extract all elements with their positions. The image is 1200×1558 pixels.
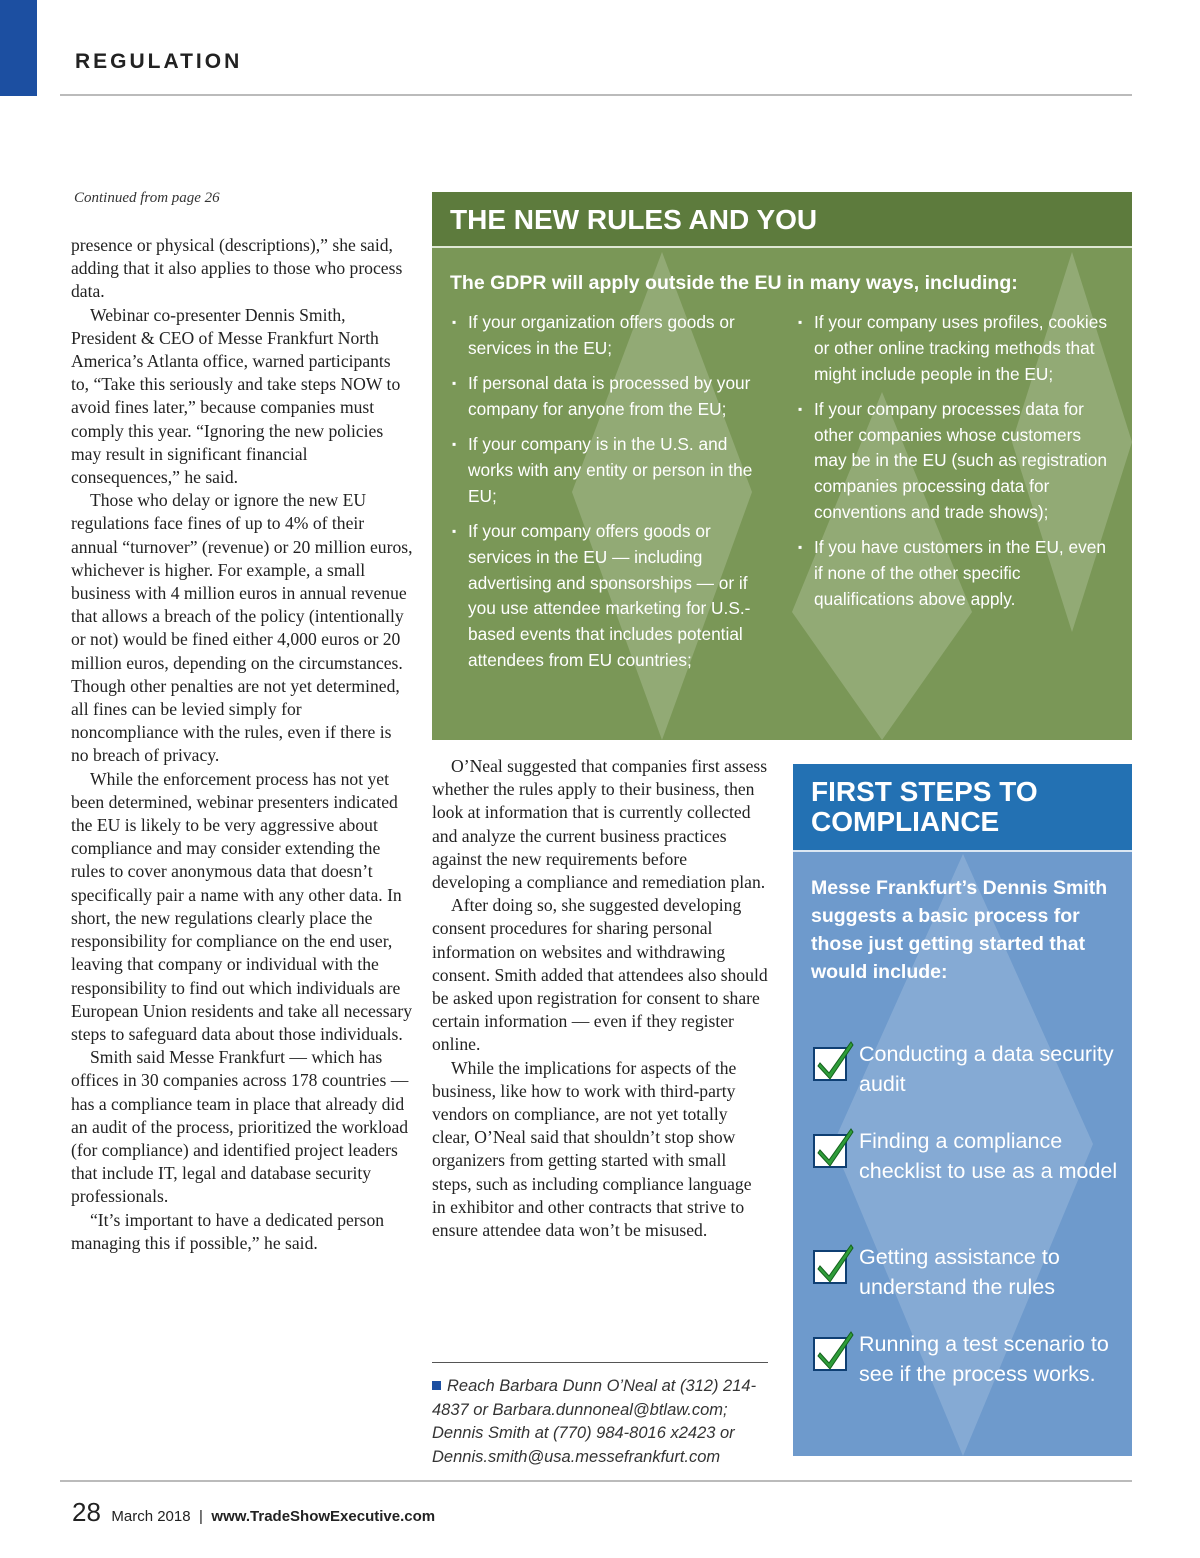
list-item: ▪ If your company processes data for other companies whose customers may be in the EU (such as registration companies processing data for conventions and trade shows); bbox=[798, 398, 1107, 523]
header-rule bbox=[60, 94, 1132, 96]
bullet-icon: ▪ bbox=[798, 315, 803, 329]
checkbox-check-icon bbox=[811, 1039, 857, 1085]
paragraph: Smith said Messe Frankfurt — which has offices in 30 companies across 178 countries — has a compliance team in place that already did an audit of the process, prioritized the workload (for compliance) and identified project leaders that include IT, legal and database security professionals. bbox=[71, 1047, 409, 1207]
new-rules-sidebar bbox=[432, 192, 1132, 740]
checkbox-check-icon bbox=[811, 1242, 857, 1288]
footer-separator: | bbox=[199, 1508, 203, 1525]
list-item: ▪ If your organization offers goods or services in the EU; bbox=[452, 312, 735, 358]
page-footer bbox=[72, 1497, 435, 1528]
section-header: REGULATION bbox=[75, 50, 243, 73]
checkbox-check-icon bbox=[811, 1329, 857, 1375]
paragraph: “It’s important to have a dedicated person managing this if possible,” he said. bbox=[71, 1209, 385, 1253]
paragraph: O’Neal suggested that companies first assess whether the rules apply to their business, then look at information that is currently collected and analyze the current business practices against the new requirements before developing a compliance and remediation plan. bbox=[432, 756, 768, 893]
bullet-icon: ▪ bbox=[798, 540, 803, 555]
first-steps-sidebar: FIRST STEPS TO COMPLIANCE Messe Frankfurt’s Dennis Smith suggests a basic process for those just getting started that would include: Conducting a data security audit Finding a compliance checklist to use as a model Getting assistance to understand the rules Running a test scenario to see if the process works. bbox=[793, 764, 1132, 1456]
rules-list-left bbox=[450, 310, 770, 683]
checkbox-check-icon bbox=[811, 1126, 857, 1172]
sidebar-title: FIRST STEPS TO COMPLIANCE bbox=[793, 764, 1132, 852]
section-color-tab bbox=[0, 0, 37, 96]
contact-info: Reach Barbara Dunn O’Neal at (312) 214-4837 or Barbara.dunnoneal@btlaw.com; Dennis Smith at (770) 984-8016 x2423 or Dennis.smith@usa.messefrankfurt.com bbox=[432, 1362, 768, 1469]
list-item: ▪ If your company offers goods or services in the EU — including advertising and sponsorships — or if you use attendee marketing for U.S.-based events that includes potential attendees from EU countries; bbox=[452, 521, 751, 671]
article-column-2 bbox=[432, 755, 768, 1242]
continued-note: Continued from page 26 bbox=[74, 190, 220, 206]
article-column-1 bbox=[71, 234, 413, 1255]
bullet-icon: ▪ bbox=[452, 315, 457, 329]
paragraph: After doing so, she suggested developing consent procedures for sharing personal information on websites and withdrawing consent. Smith added that attendees also should be asked upon registration for consent to share certain information — even if they register online. bbox=[432, 895, 768, 1055]
bullet-icon: ▪ bbox=[452, 376, 457, 391]
list-item: ▪ If you have customers in the EU, even if none of the other specific qualifications above apply. bbox=[798, 537, 1107, 609]
bullet-icon: ▪ bbox=[452, 524, 457, 539]
page-number: 28 bbox=[72, 1497, 101, 1527]
square-bullet-icon bbox=[432, 1381, 441, 1390]
paragraph: Webinar co-presenter Dennis Smith, President & CEO of Messe Frankfurt North America’s Atlanta office, warned participants to, “Take this seriously and take steps NOW to avoid fines later,” because companies must comply this year. “Ignoring the new policies may result in significant financial consequences,” he said. bbox=[71, 304, 401, 488]
footer-rule bbox=[60, 1480, 1132, 1482]
sidebar-subtitle: The GDPR will apply outside the EU in many ways, including: bbox=[450, 272, 1018, 294]
paragraph: presence or physical (descriptions),” she said, adding that it also applies to those who process data. bbox=[71, 235, 403, 302]
bullet-icon: ▪ bbox=[798, 401, 803, 416]
list-item: ▪ If your company is in the U.S. and works with any entity or person in the EU; bbox=[452, 434, 753, 506]
paragraph: While the enforcement process has not yet been determined, webinar presenters indicated the EU is likely to be very aggressive about compliance and may consider extending the rules to cover anonymous data that doesn’t specifically pair a name with any other data. In short, the new regulations clearly place the responsibility for compliance on the end user, leaving that company or individual with the responsibility to find out which individuals are European Union residents and take all necessary steps to safeguard data about those individuals. bbox=[71, 768, 412, 1044]
paragraph: Those who delay or ignore the new EU regulations face fines of up to 4% of their annual “turnover” (revenue) or 20 million euros, whichever is higher. For example, a small business with 4 million euros in annual revenue that allows a breach of the policy (intentionally or not) would be fined either 4,000 euros or 20 million euros, depending on the circumstances. Though other penalties are not yet determined, all fines can be levied simply for noncompliance with the rules, even if there is no breach of privacy. bbox=[71, 490, 413, 766]
bullet-icon: ▪ bbox=[452, 437, 457, 452]
list-item: ▪ If personal data is processed by your company for anyone from the EU; bbox=[452, 373, 751, 419]
paragraph: While the implications for aspects of the business, like how to work with third-party vendors on compliance, are not yet totally clear, O’Neal said that shouldn’t stop show organizers from getting started with small steps, such as including compliance language in exhibitor and other contracts that strive to ensure attendee data won’t be misused. bbox=[432, 1057, 752, 1241]
sidebar-intro: Messe Frankfurt’s Dennis Smith suggests a basic process for those just getting started that would include: bbox=[811, 877, 1108, 983]
sidebar-title: THE NEW RULES AND YOU bbox=[432, 192, 1132, 248]
website-link[interactable]: www.TradeShowExecutive.com bbox=[211, 1508, 436, 1525]
issue-date: March 2018 bbox=[111, 1508, 191, 1525]
rules-list-right bbox=[796, 310, 1116, 622]
list-item: ▪ If your company uses profiles, cookies or other online tracking methods that might include people in the EU; bbox=[798, 312, 1107, 384]
